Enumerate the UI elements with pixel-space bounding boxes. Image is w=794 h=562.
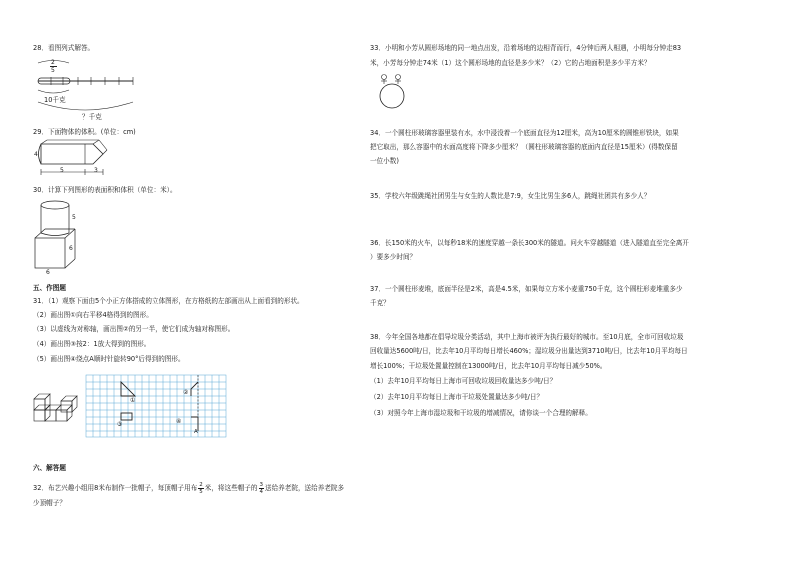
q31-item-4: （4）画出图③按2：1放大得到的图形。	[33, 340, 151, 348]
q31-item-2: （2）画出图①向右平移4格得到的图形。	[33, 311, 153, 319]
q30-cylinder-cube	[33, 196, 88, 276]
q31-text: 31．（1）观察下面由5个小正方体搭成的立体图形，在方格纸的左部画出从上面看到的形状。	[33, 297, 304, 305]
q32-line1	[33, 481, 344, 495]
q38-item-1: （1）去年10月平均每日上海市可回收垃圾回收量达多少吨/日？	[370, 377, 557, 385]
q33-circle-figure	[376, 72, 412, 110]
q33-line2: 米，小芳每分钟走74米（1）这个圆形场地的直径是多少米？（2）它的占地面积是多少平方米？	[370, 59, 651, 67]
q36-line2: ）要多少时间？	[370, 253, 417, 261]
q33-line1: 33．小明和小芳从圆形场地的同一地点出发，沿着场地的边相背而行，4分钟后两人相遇，小明每分钟走83	[370, 44, 682, 52]
q32-fraction-2: $\frac{3}{4}$	[259, 481, 263, 495]
q29-dim-5: 5	[60, 167, 64, 174]
q38-item-3: （3）对照今年上海市湿垃圾和干垃圾的增减情况，请你谈一个合理的解释。	[370, 409, 592, 417]
q31-mark-2: ②	[183, 389, 189, 396]
q31-mark-3: ③	[117, 421, 123, 428]
q38-line1: 38．今年全国各地都在倡导垃圾分类活动，其中上海市被评为执行最好的城市。至10月底，全市可回收垃圾	[370, 333, 684, 341]
q29-dim-4: 4	[34, 151, 38, 158]
q34-line1: 34．一个圆柱形玻璃容器里装有水，水中浸没着一个底面直径为12厘米，高为10厘米的圆锥形铁块，如果	[370, 129, 679, 137]
q32-fraction-1: $\frac{2}{5}$	[199, 481, 203, 495]
q38-item-2: （2）去年10月平均每日上海市干垃圾处置量达多少吨/日？	[370, 393, 544, 401]
q28-frac-den: 5	[51, 67, 55, 74]
q30-dim-6a: 6	[69, 245, 73, 252]
q32-text-a: 32．布艺兴趣小组用8米布制作一批帽子，每顶帽子用布	[33, 484, 198, 492]
q31-point-a: A	[194, 429, 198, 435]
q28-frac-num: 2	[51, 59, 55, 66]
q34-line2: 把它取出，那么容器中的水面高度将下降多少厘米？（圆柱形玻璃容器的底面内直径是15厘米）(得数保留	[370, 143, 678, 151]
q36-line1: 36．长150米的火车，以每秒18米的速度穿越一条长300米的隧道。问火车穿越隧道（进入隧道直至完全离开	[370, 239, 689, 247]
q32-text-b: 米，将这些帽子的	[204, 484, 258, 492]
q28-label-total: ？千克	[82, 113, 102, 121]
q35-line1: 35．学校六年级跳绳社团男生与女生的人数比是7:9，女生比男生多6人，跳绳社团共有多少人？	[370, 192, 651, 200]
q30-text: 30．计算下列图形的表面积和体积（单位：米）。	[33, 186, 177, 194]
section-6-heading: 六、解答题	[33, 464, 66, 472]
q29-text: 29．下面物体的体积。(单位：cm)	[33, 128, 136, 136]
q31-cube-stack	[32, 392, 80, 427]
q34-line3: 一位小数)	[370, 157, 399, 165]
q31-mark-1: ①	[130, 397, 136, 404]
q38-line3: 增长100%；干垃圾处置量控制在13000吨/日，比去年10月平均每日减少50%。	[370, 362, 607, 370]
q28-text: 28．看图列式解答。	[33, 44, 95, 52]
q38-line2: 回收量达5600吨/日，比去年10月平均每日增长460%；湿垃圾分出量达到3710吨/日，比去年10月平均每日	[370, 347, 688, 355]
q37-line1: 37．一个圆柱形麦堆，底面半径是2米，高是4.5米，如果每立方米小麦重750千克，这个圆柱形麦堆重多少	[370, 285, 683, 293]
q31-mark-4: ④	[176, 418, 182, 425]
q29-pencil-solid	[33, 138, 113, 183]
q37-line2: 千克？	[370, 299, 390, 307]
q28-label-10kg: 10千克	[44, 96, 66, 104]
q31-grid-paper	[86, 375, 226, 437]
section-5-heading: 五、作图题	[33, 284, 66, 292]
q30-dim-6b: 6	[46, 269, 50, 276]
q32-line2: 少顶帽子？	[33, 499, 66, 507]
q30-dim-5: 5	[72, 214, 76, 221]
q31-item-3: （3）以虚线为对称轴，画出图②的另一半，使它们成为轴对称图形。	[33, 325, 235, 333]
q31-item-5: （5）画出图④绕点A顺时针旋转90°后得到的图形。	[33, 355, 185, 363]
q32-text-c: 送给养老院，送给养老院多	[265, 484, 345, 492]
q29-dim-3: 3	[94, 167, 98, 174]
